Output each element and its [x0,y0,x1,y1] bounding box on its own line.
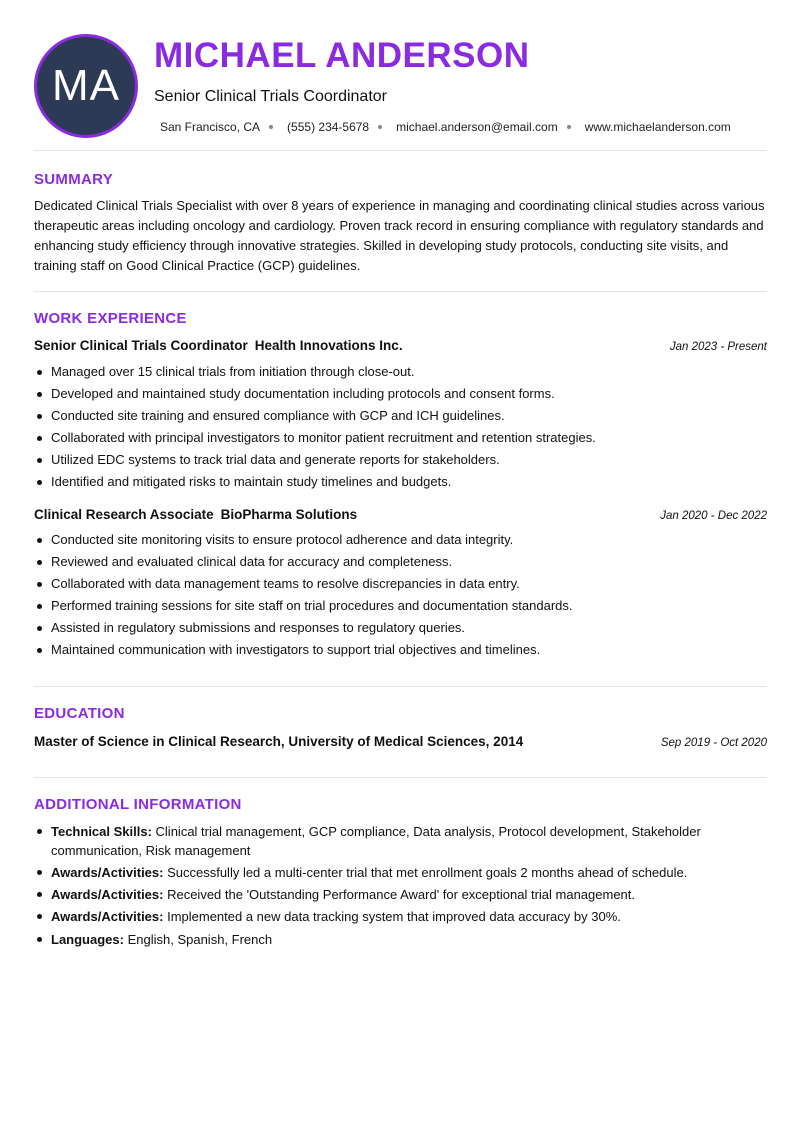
list-item [34,822,767,860]
experience-heading: WORK EXPERIENCE [34,310,187,327]
job-role: Clinical Research Associate [34,507,214,522]
education-entry [34,734,767,749]
list-item: Reviewed and evaluated clinical data for accuracy and completeness. [34,551,767,573]
list-item: Managed over 15 clinical trials from initiation through close-out. [34,361,767,383]
job-company: BioPharma Solutions [220,507,358,522]
item-label: Awards/Activities: [51,887,164,902]
section-divider [34,150,767,151]
list-item: Conducted site training and ensured compliance with GCP and ICH guidelines. [34,405,767,427]
item-text: Received the 'Outstanding Performance Award' for exceptional trial management. [163,887,636,902]
list-item: Collaborated with data management teams to resolve discrepancies in data entry. [34,573,767,595]
item-label: Awards/Activities: [51,909,164,924]
avatar [34,34,138,138]
education-degree: Master of Science in Clinical Research, University of Medical Sciences, 2014 [34,734,524,749]
separator-dot [378,125,382,129]
job-bullets [34,529,767,661]
item-label: Technical Skills: [51,824,152,839]
section-divider [34,291,767,292]
contact-location: San Francisco, CA [160,120,261,134]
list-item: Utilized EDC systems to track trial data and generate reports for stakeholders. [34,449,767,471]
list-item: Conducted site monitoring visits to ensure protocol adherence and data integrity. [34,529,767,551]
list-item: Collaborated with principal investigators to monitor patient recruitment and retention strategies. [34,427,767,449]
list-item: Maintained communication with investigators to support trial objectives and timelines. [34,639,767,661]
list-item: Developed and maintained study documentation including protocols and consent forms. [34,383,767,405]
education-dates: Sep 2019 - Oct 2020 [660,737,767,749]
list-item [34,930,767,949]
contact-website[interactable]: www.michaelanderson.com [584,120,731,134]
list-item: Identified and mitigated risks to maintain study timelines and budgets. [34,471,767,493]
list-item [34,885,767,904]
avatar-initials: MA [52,61,120,110]
job-title-company [34,338,403,353]
section-divider [34,777,767,778]
item-text: Clinical trial management, GCP compliance, Data analysis, Protocol development, Stakeholder communication, Risk management [51,824,701,858]
list-item [34,863,767,882]
list-item [34,907,767,926]
section-divider [34,686,767,687]
separator-dot [567,125,571,129]
job-role: Senior Clinical Trials Coordinator [34,338,248,353]
job-dates: Jan 2023 - Present [669,341,767,353]
list-item: Assisted in regulatory submissions and responses to regulatory queries. [34,617,767,639]
summary-heading: SUMMARY [34,171,114,188]
candidate-name: MICHAEL ANDERSON [154,36,530,75]
item-text: Implemented a new data tracking system that improved data accuracy by 30%. [163,909,621,924]
job-header [34,507,767,522]
contact-email[interactable]: michael.anderson@email.com [396,120,558,134]
candidate-title: Senior Clinical Trials Coordinator [154,88,387,105]
item-label: Awards/Activities: [51,865,164,880]
item-label: Languages: [51,932,124,947]
education-heading: EDUCATION [34,705,125,722]
contact-line [160,120,731,134]
contact-phone: (555) 234-5678 [287,120,370,134]
list-item: Performed training sessions for site staff on trial procedures and documentation standards. [34,595,767,617]
separator-dot [269,125,273,129]
resume-header [0,0,800,150]
job-header [34,338,767,353]
job-dates: Jan 2020 - Dec 2022 [660,510,767,522]
additional-heading: ADDITIONAL INFORMATION [34,796,242,813]
job-bullets [34,361,767,493]
job-company: Health Innovations Inc. [254,338,403,353]
item-text: English, Spanish, French [123,932,273,947]
additional-list [34,822,767,952]
job-title-company [34,507,357,522]
item-text: Successfully led a multi-center trial that met enrollment goals 2 months ahead of schedule. [163,865,688,880]
summary-text: Dedicated Clinical Trials Specialist with over 8 years of experience in managing and coordinating clinical studies across various therapeutic areas including oncology and cardiology. Proven track record in ensuring compliance with regulatory standards and enhancing study efficiency through innovative strategies. Skilled in developing study protocols, conducting site visits, and training staff on Good Clinical Practice (GCP) guidelines. [34,198,765,273]
